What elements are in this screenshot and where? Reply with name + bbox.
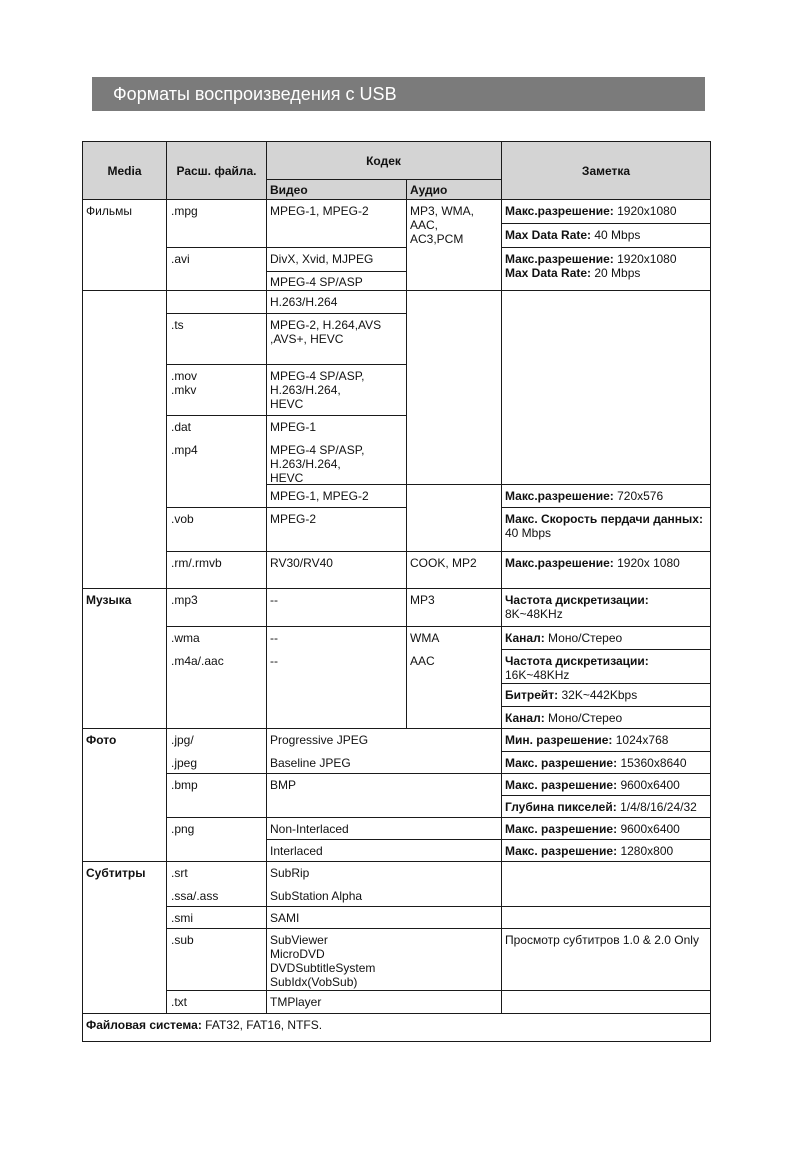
table-rule bbox=[167, 990, 711, 991]
table-rule bbox=[501, 507, 711, 508]
table-rule bbox=[82, 141, 83, 1042]
video-png-1: Non-Interlaced bbox=[270, 822, 349, 836]
video-dat: MPEG-1 bbox=[270, 420, 317, 434]
table-rule bbox=[501, 223, 711, 224]
table-rule bbox=[82, 1013, 711, 1014]
note-wma: Канал: Моно/Стерео bbox=[505, 631, 623, 645]
note-avi: Макс.разрешение: 1920x1080 Max Data Rate: 20 Mbps bbox=[505, 252, 677, 280]
table-rule bbox=[501, 141, 502, 1014]
video-mpg: MPEG-1, MPEG-2 bbox=[270, 204, 369, 218]
ext-wma: .wma bbox=[171, 631, 200, 645]
note-bmp-resolution: Макс. разрешение: 9600x6400 bbox=[505, 778, 680, 792]
video-rm: RV30/RV40 bbox=[270, 556, 333, 570]
video-jpg: Progressive JPEG bbox=[270, 733, 369, 747]
video-mp3: -- bbox=[270, 593, 278, 607]
table-rule bbox=[266, 484, 711, 485]
media-films: Фильмы bbox=[86, 204, 132, 218]
note-vob: Макс. Скорость пердачи данных: 40 Mbps bbox=[505, 512, 703, 540]
ext-mp4: .mp4 bbox=[171, 443, 198, 457]
table-rule bbox=[167, 817, 711, 818]
audio-films: MP3, WMA, AAC, AC3,PCM bbox=[410, 204, 475, 246]
audio-rm: COOK, MP2 bbox=[410, 556, 477, 570]
table-rule bbox=[82, 141, 711, 142]
header-codec: Кодек bbox=[266, 142, 501, 180]
video-vob: MPEG-2 bbox=[270, 512, 317, 526]
video-mp4: MPEG-4 SP/ASP, H.263/H.264, HEVC bbox=[270, 443, 365, 483]
table-rule bbox=[82, 588, 711, 589]
table-rule bbox=[167, 247, 406, 248]
table-rule bbox=[266, 141, 267, 1014]
video-h263: H.263/H.264 bbox=[270, 295, 338, 309]
table-rule bbox=[266, 271, 406, 272]
table-rule bbox=[167, 313, 406, 314]
table-rule bbox=[167, 364, 406, 365]
table-rule bbox=[710, 141, 711, 1042]
note-jpg: Мин. разрешение: 1024x768 bbox=[505, 733, 669, 747]
note-png-1: Макс. разрешение: 9600x6400 bbox=[505, 822, 680, 836]
table-rule bbox=[166, 141, 167, 1014]
media-music: Музыка bbox=[86, 593, 132, 607]
table-rule bbox=[82, 1041, 711, 1042]
header-audio: Аудио bbox=[406, 180, 501, 199]
ext-ts: .ts bbox=[171, 318, 184, 332]
video-srt: SubRip bbox=[270, 866, 310, 880]
note-mp4-resolution: Макс.разрешение: 720x576 bbox=[505, 489, 664, 503]
table-rule bbox=[266, 179, 501, 180]
ext-rm: .rm/.rmvb bbox=[171, 556, 222, 570]
table-rule bbox=[167, 415, 406, 416]
video-png-2: Interlaced bbox=[270, 844, 323, 858]
table-rule bbox=[167, 507, 406, 508]
table-rule bbox=[167, 773, 711, 774]
table-rule bbox=[167, 551, 711, 552]
note-sub: Просмотр субтитров 1.0 & 2.0 Only bbox=[505, 933, 699, 947]
section-title: Форматы воспроизведения с USB bbox=[92, 77, 705, 111]
ext-png: .png bbox=[171, 822, 195, 836]
audio-m4a: AAC bbox=[410, 654, 435, 668]
ext-jpg: .jpg/ bbox=[171, 733, 194, 747]
video-sub: SubViewer MicroDVD DVDSubtitleSystem SubIdx(VobSub) bbox=[270, 933, 376, 989]
ext-txt: .txt bbox=[171, 995, 188, 1009]
note-m4a-bitrate: Битрейт: 32K~442Kbps bbox=[505, 688, 638, 702]
media-subtitles: Субтитры bbox=[86, 866, 146, 880]
video-ts: MPEG-2, H.264,AVS ,AVS+, HEVC bbox=[270, 318, 382, 346]
video-ssa: SubStation Alpha bbox=[270, 889, 363, 903]
ext-mp3: .mp3 bbox=[171, 593, 198, 607]
video-jpeg: Baseline JPEG bbox=[270, 756, 351, 770]
note-mp3: Частота дискретизации: 8K~48KHz bbox=[505, 593, 649, 621]
ext-vob: .vob bbox=[171, 512, 194, 526]
table-rule bbox=[501, 649, 711, 650]
table-rule bbox=[167, 928, 711, 929]
file-system-footer: Файловая система: FAT32, FAT16, NTFS. bbox=[86, 1018, 323, 1032]
note-png-2: Макс. разрешение: 1280x800 bbox=[505, 844, 674, 858]
ext-m4a: .m4a/.aac bbox=[171, 654, 224, 668]
video-wma: -- bbox=[270, 631, 278, 645]
table-rule bbox=[167, 626, 711, 627]
table-rule bbox=[167, 906, 711, 907]
table-rule bbox=[501, 706, 711, 707]
ext-mpg: .mpg bbox=[171, 204, 198, 218]
table-rule bbox=[501, 247, 711, 248]
ext-avi: .avi bbox=[171, 252, 190, 266]
table-rule bbox=[82, 199, 711, 200]
video-avi-2: MPEG-4 SP/ASP bbox=[270, 275, 363, 289]
note-mpg-data-rate: Max Data Rate: 40 Mbps bbox=[505, 228, 641, 242]
table-rule bbox=[266, 839, 711, 840]
video-m4a: -- bbox=[270, 654, 278, 668]
table-rule bbox=[82, 861, 711, 862]
video-mp4-2: MPEG-1, MPEG-2 bbox=[270, 489, 369, 503]
video-smi: SAMI bbox=[270, 911, 300, 925]
ext-srt: .srt bbox=[171, 866, 188, 880]
note-bmp-depth: Глубина пикселей: 1/4/8/16/24/32 bbox=[505, 800, 697, 814]
note-mpg-resolution: Макс.разрешение: 1920x1080 bbox=[505, 204, 677, 218]
video-avi-1: DivX, Xvid, MJPEG bbox=[270, 252, 374, 266]
video-bmp: BMP bbox=[270, 778, 297, 792]
audio-wma: WMA bbox=[410, 631, 440, 645]
ext-ssa: .ssa/.ass bbox=[171, 889, 219, 903]
table-rule bbox=[82, 290, 711, 291]
ext-bmp: .bmp bbox=[171, 778, 198, 792]
ext-sub: .sub bbox=[171, 933, 194, 947]
video-txt: TMPlayer bbox=[270, 995, 322, 1009]
header-video: Видео bbox=[266, 180, 406, 199]
header-media: Media bbox=[82, 142, 167, 199]
table-rule bbox=[501, 683, 711, 684]
ext-smi: .smi bbox=[171, 911, 193, 925]
media-photo: Фото bbox=[86, 733, 117, 747]
note-rm: Макс.разрешение: 1920x 1080 bbox=[505, 556, 680, 570]
ext-mov-mkv: .mov .mkv bbox=[171, 369, 198, 397]
header-note: Заметка bbox=[501, 142, 711, 199]
video-mov: MPEG-4 SP/ASP, H.263/H.264, HEVC bbox=[270, 369, 365, 411]
ext-jpeg: .jpeg bbox=[171, 756, 198, 770]
table-rule bbox=[501, 795, 711, 796]
audio-mp3: MP3 bbox=[410, 593, 435, 607]
table-rule bbox=[82, 728, 711, 729]
table-rule bbox=[501, 751, 711, 752]
ext-dat: .dat bbox=[171, 420, 192, 434]
note-m4a-channel: Канал: Моно/Стерео bbox=[505, 711, 623, 725]
header-extension: Расш. файла. bbox=[167, 142, 266, 199]
table-rule bbox=[406, 179, 407, 729]
note-m4a-frequency: Частота дискретизации: 16K~48KHz bbox=[505, 654, 649, 682]
note-jpeg: Макс. разрешение: 15360x8640 bbox=[505, 756, 687, 770]
